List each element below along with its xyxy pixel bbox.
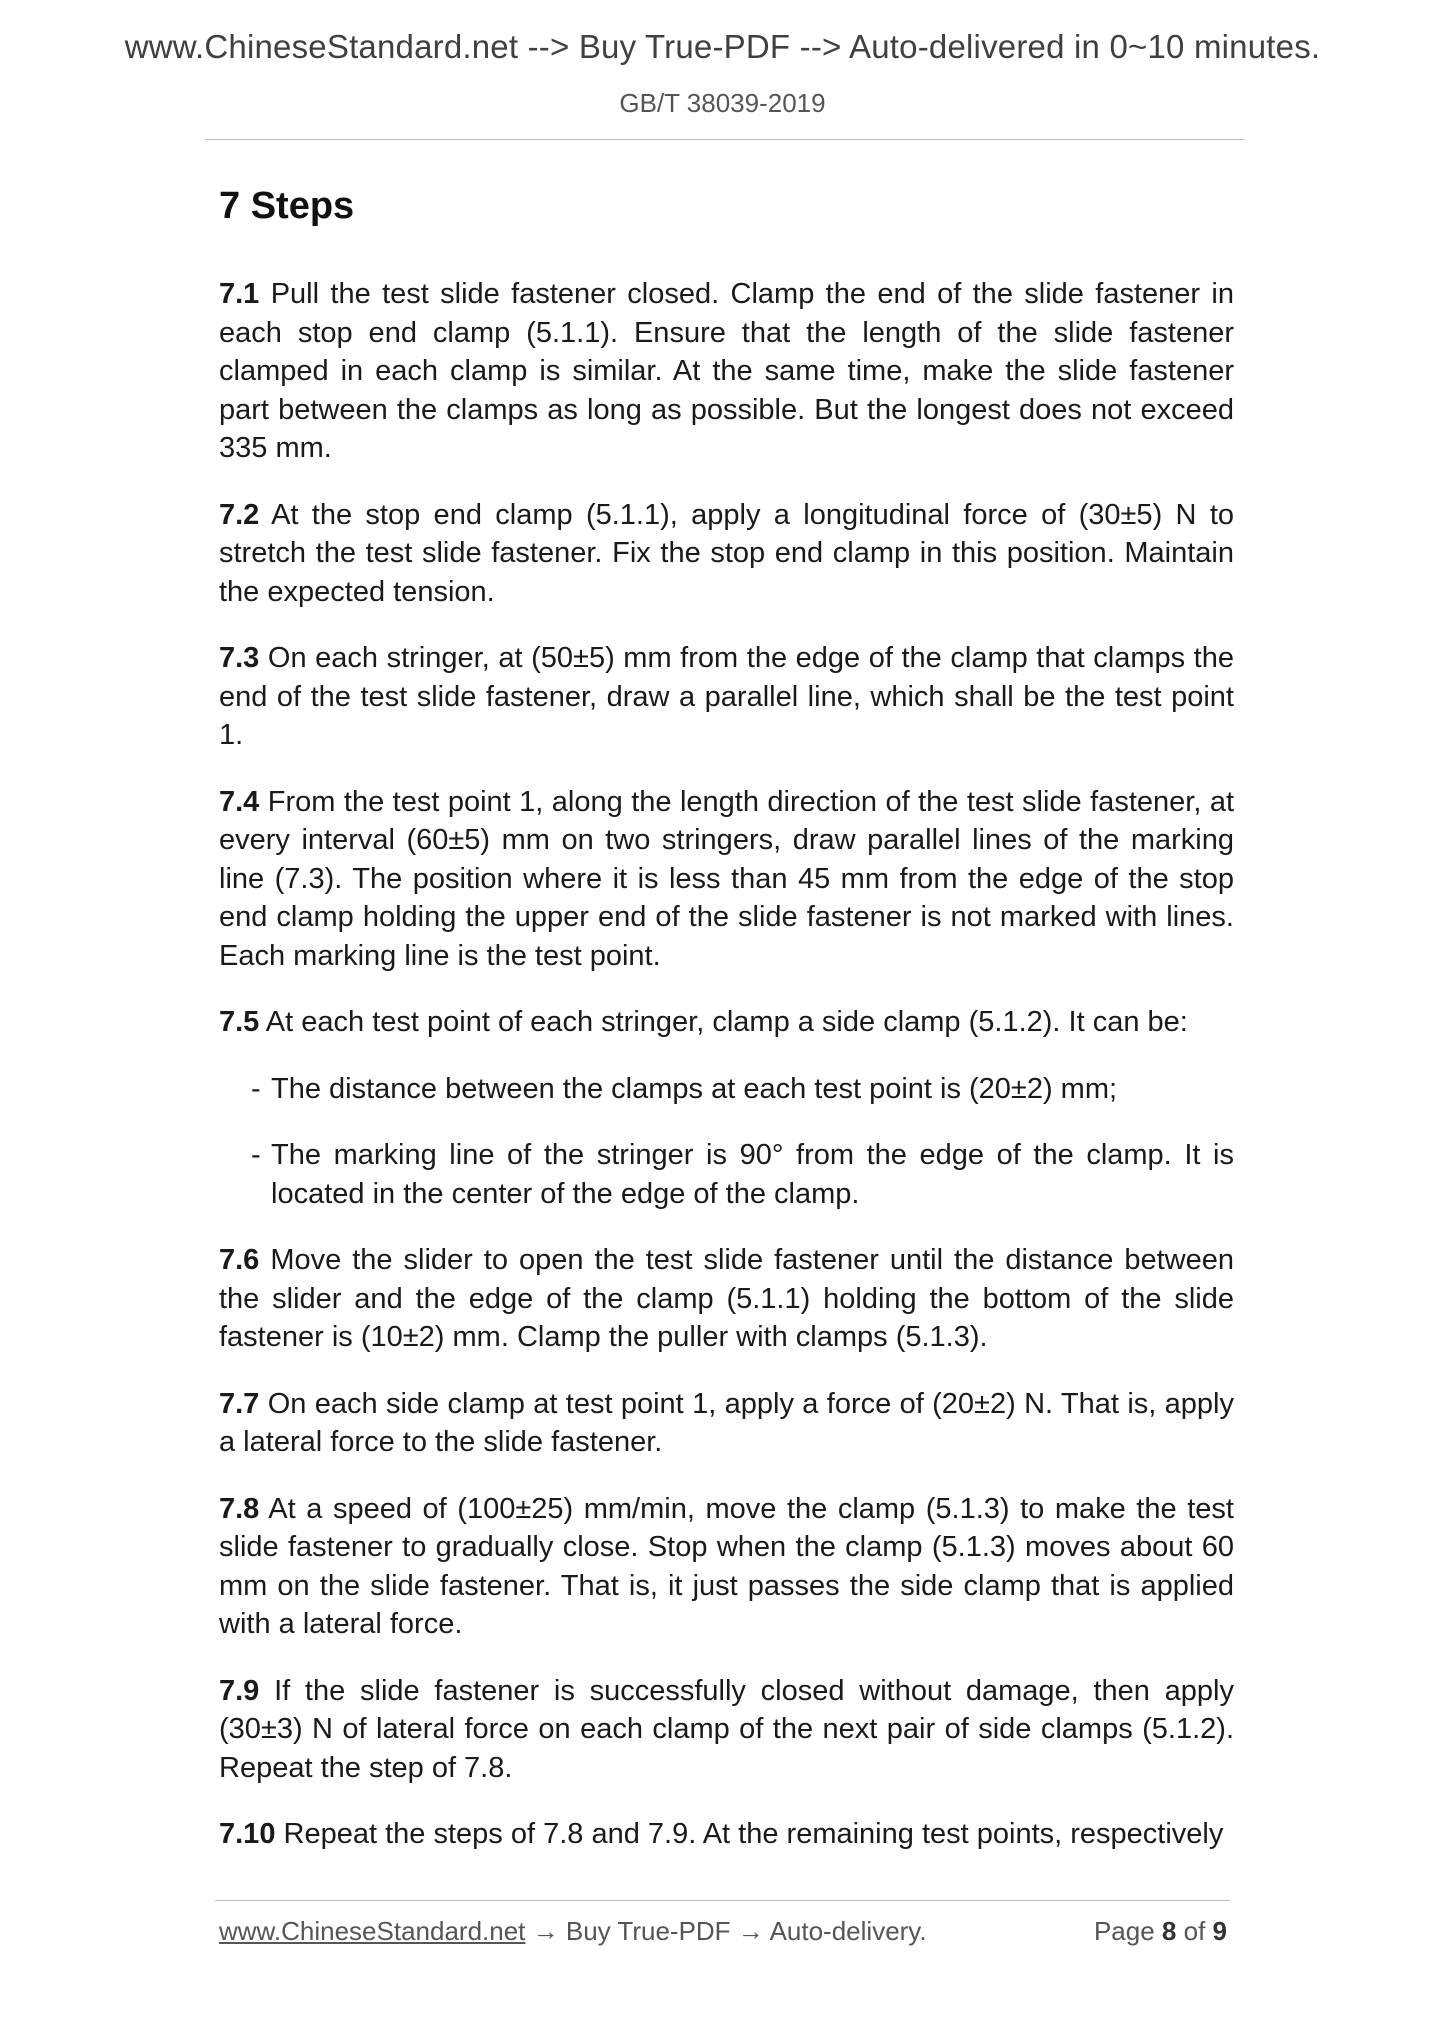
clause-text: Move the slider to open the test slide fastener until the distance between the slider and the edge of the clamp (5.1.1) holding the bottom of the slide fastener is (10±2) mm. Clamp the puller with clamps (5.1.3). bbox=[219, 1244, 1234, 1353]
clause-number: 7.5 bbox=[219, 1006, 260, 1038]
paragraph-7-8 bbox=[219, 1490, 1234, 1644]
paragraph-7-2 bbox=[219, 496, 1234, 612]
clause-number: 7.10 bbox=[219, 1818, 276, 1850]
paragraph-7-3 bbox=[219, 639, 1234, 755]
header-divider bbox=[205, 139, 1245, 140]
bullet-text: The marking line of the stringer is 90° from the edge of the clamp. It is located in the center of the edge of the clamp. bbox=[271, 1139, 1234, 1210]
clause-number: 7.8 bbox=[219, 1492, 260, 1525]
paragraph-7-9 bbox=[219, 1672, 1234, 1788]
clause-number: 7.4 bbox=[219, 785, 260, 818]
page-label: Page bbox=[1093, 1916, 1155, 1946]
bullet-text: The distance between the clamps at each test point is (20±2) mm; bbox=[271, 1072, 1118, 1105]
paragraph-7-4 bbox=[219, 783, 1234, 976]
section-title: 7 Steps bbox=[219, 185, 355, 227]
paragraph-7-5 bbox=[219, 1003, 1234, 1042]
clause-number: 7.6 bbox=[219, 1244, 260, 1276]
paragraph-7-1 bbox=[219, 275, 1234, 468]
document-body bbox=[219, 275, 1234, 1882]
clause-number: 7.7 bbox=[219, 1387, 260, 1420]
bullet-item bbox=[251, 1070, 1234, 1109]
of-label: of bbox=[1183, 1916, 1206, 1946]
paragraph-7-7 bbox=[219, 1385, 1234, 1462]
clause-text: If the slide fastener is successfully closed without damage, then apply (30±3) N of lateral force on each clamp of the next pair of side clamps (5.1.2). Repeat the step of 7.8. bbox=[219, 1674, 1234, 1784]
bullet-dash: - bbox=[251, 1072, 261, 1105]
clause-text: At each test point of each stringer, clamp a side clamp (5.1.2). It can be: bbox=[265, 1006, 1188, 1038]
footer-promo-text: → Buy True-PDF → Auto-delivery. bbox=[525, 1916, 927, 1946]
page-current: 8 bbox=[1161, 1916, 1177, 1946]
footer-promo bbox=[219, 1916, 927, 1947]
bullet-dash: - bbox=[251, 1139, 261, 1171]
paragraph-7-10 bbox=[219, 1815, 1234, 1854]
bullet-item bbox=[251, 1136, 1234, 1213]
page-total: 9 bbox=[1212, 1916, 1227, 1946]
clause-text: Repeat the steps of 7.8 and 7.9. At the remaining test points, respectively bbox=[283, 1818, 1224, 1850]
clause-number: 7.2 bbox=[219, 498, 260, 531]
clause-number: 7.1 bbox=[219, 278, 260, 310]
clause-text: At the stop end clamp (5.1.1), apply a longitudinal force of (30±5) N to stretch the test slide fastener. Fix the stop end clamp in this position. Maintain the expected tension. bbox=[219, 498, 1234, 608]
footer-divider bbox=[215, 1900, 1230, 1901]
clause-text: On each stringer, at (50±5) mm from the edge of the clamp that clamps the end of the test slide fastener, draw a parallel line, which shall be the test point 1. bbox=[219, 642, 1234, 751]
clause-text: On each side clamp at test point 1, apply a force of (20±2) N. That is, apply a lateral force to the slide fastener. bbox=[219, 1387, 1234, 1458]
paragraph-7-6 bbox=[219, 1241, 1234, 1357]
site-link[interactable]: www.ChineseStandard.net bbox=[219, 1916, 526, 1946]
page-indicator bbox=[1094, 1916, 1227, 1947]
clause-number: 7.3 bbox=[219, 642, 260, 674]
clause-text: Pull the test slide fastener closed. Clamp the end of the slide fastener in each stop end clamp (5.1.1). Ensure that the length of the slide fastener clamped in each clamp is similar. At the same time, make the slide fastener part between the clamps as long as possible. But the longest does not exceed 335 mm. bbox=[219, 278, 1234, 464]
clause-number: 7.9 bbox=[219, 1674, 260, 1707]
top-banner: www.ChineseStandard.net --> Buy True-PDF --> Auto-delivered in 0~10 minutes. bbox=[124, 28, 1321, 65]
clause-text: At a speed of (100±25) mm/min, move the clamp (5.1.3) to make the test slide fastener to gradually close. Stop when the clamp (5.1.3) moves about 60 mm on the slide fastener. That is, it just passes the side clamp that is applied with a lateral force. bbox=[219, 1492, 1234, 1640]
document-code: GB/T 38039-2019 bbox=[619, 88, 826, 118]
clause-text: From the test point 1, along the length direction of the test slide fastener, at every interval (60±5) mm on two stringers, draw parallel lines of the marking line (7.3). The position where it is less than 45 mm from the edge of the stop end clamp holding the upper end of the slide fastener is not marked with lines. Each marking line is the test point. bbox=[219, 785, 1235, 972]
